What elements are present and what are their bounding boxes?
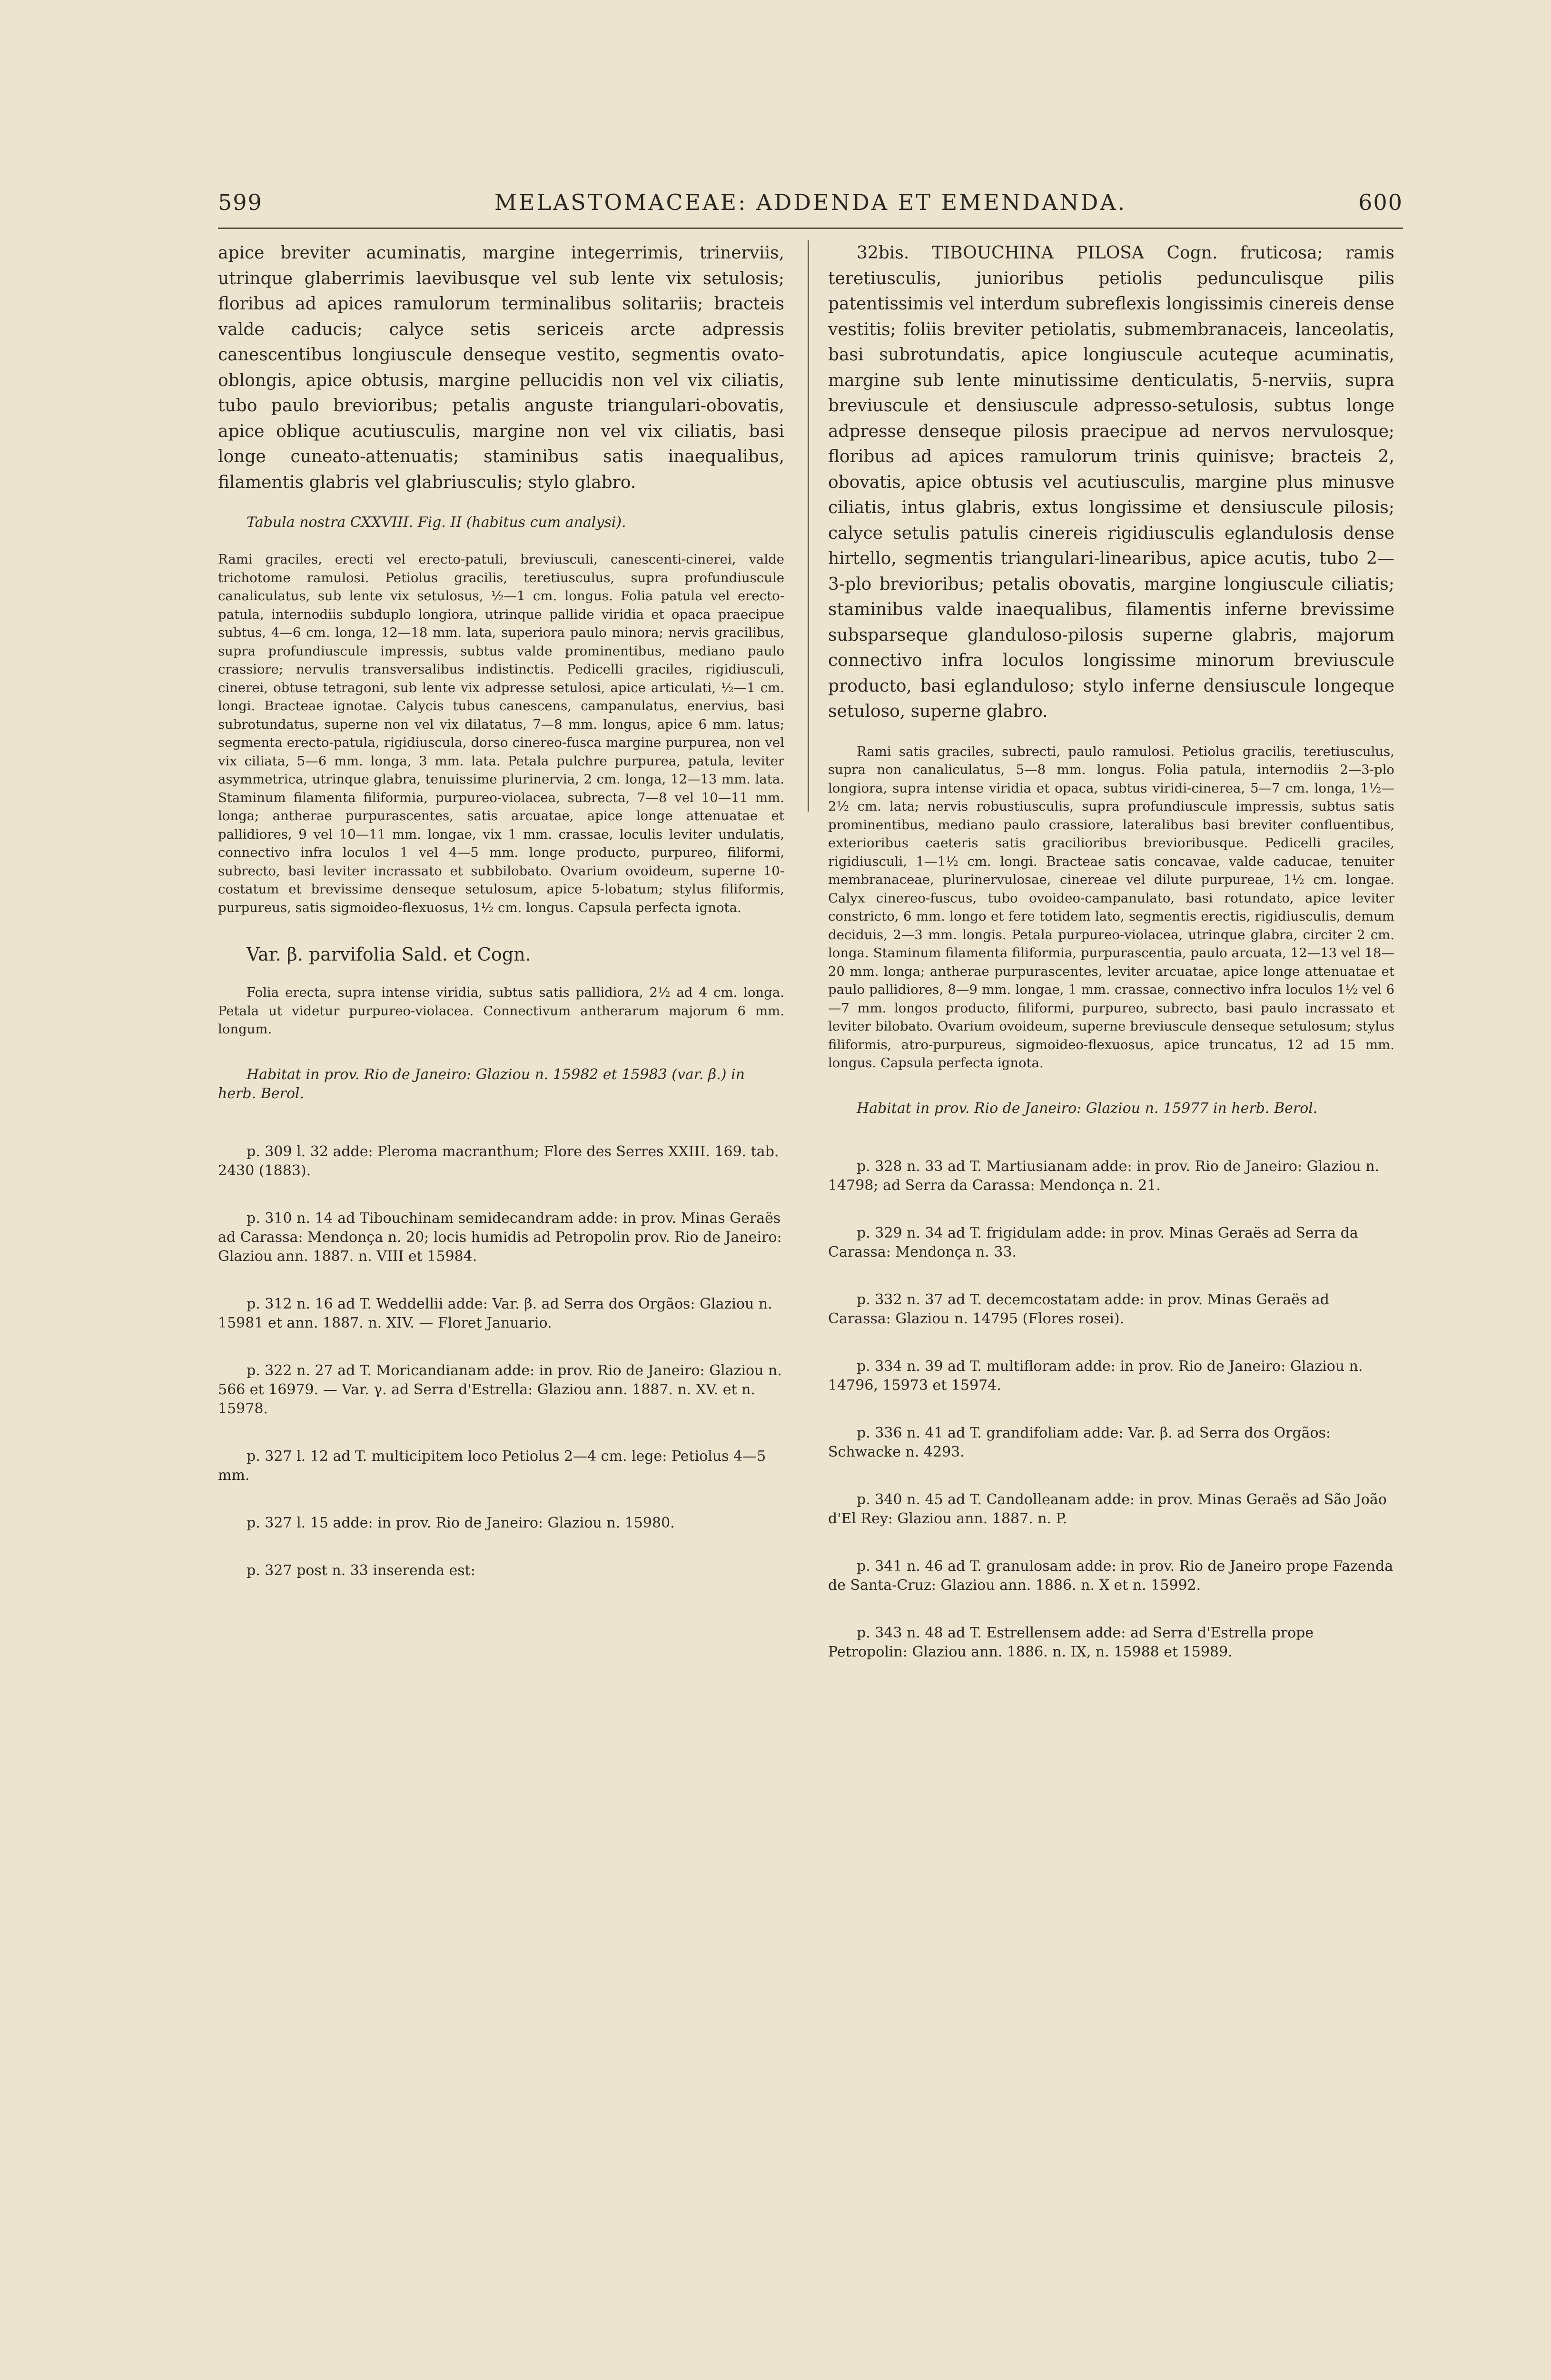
- detailed-description: Rami satis graciles, subrecti, paulo ramulosi. Petiolus gracilis, teretiusculus, supra non canaliculatus, 5—8 mm. longus. Folia patula, internodiis 2—3-plo longiora, supra intense viridia et opaca, subtus viridi-cinerea, 5—7 cm. longa, 1½—2½ cm. lata; nervis robustiusculis, supra profundiuscule impressis, subtus satis prominentibus, mediano paulo crassiore, lateralibus basi breviter confluentibus, exterioribus caeteris satis gracilioribus brevioribusque. Pedicelli graciles, rigidiusculi, 1—1½ cm. longi. Bracteae satis concavae, valde caducae, tenuiter membranaceae, plurinervulosae, cinereae vel dilute purpureae, 1½ cm. longae. Calyx cinereo-fuscus, tubo ovoideo-campanulato, basi rotundato, apice leviter constricto, 6 mm. longo et fere totidem lato, segmentis erectis, rigidiusculis, demum deciduis, 2—3 mm. longis. Petala purpureo-violacea, utrinque glabra, circiter 2 cm. longa. Staminum filamenta filiformia, purpurascentia, paulo arcuata, 12—13 vel 18—20 mm. longa; antherae purpurascentes, leviter arcuatae, apice longe attenuatae et paulo pallidiores, 8—9 mm. longae, 1 mm. crassae, connectivo infra loculos 1½ vel 6—7 mm. longos producto, filiformi, purpureo, subrecto, basi paulo incrassato et leviter bilobato. Ovarium ovoideum, superne breviuscule denseque setulosum; stylus filiformis, atro-purpureus, sigmoideo-flexuosus, apice truncatus, 12 ad 15 mm. longus. Capsula perfecta ignota.: [828, 744, 1394, 1071]
- addenda-item: p. 332 n. 37 ad T. decemcostatam adde: in prov. Minas Geraës ad Carassa: Glaziou n. 14795 (Flores rosei).: [828, 1291, 1329, 1327]
- addenda-item: p. 336 n. 41 ad T. grandifoliam adde: Var. β. ad Serra dos Orgãos: Schwacke n. 4293.: [828, 1424, 1331, 1460]
- running-title: MELASTOMACEAE: ADDENDA ET EMENDANDA.: [494, 189, 1127, 215]
- species-diagnosis-tibouchina-pilosa: 32bis. TIBOUCHINA PILOSA Cogn. fruticosa; ramis teretiusculis, junioribus petiolis pedunculisque pilis patentissimis vel interdum subreflexis longissimis cinereis dense vestitis; foliis breviter petiolatis, submembranaceis, lanceolatis, basi subrotundatis, apice longiuscule acuteque acuminatis, margine sub lente minutissime denticulatis, 5-nerviis, supra breviuscule et densiuscule adpresso-setulosis, subtus longe adpresse denseque pilosis praecipue ad nervos nervulosque; floribus ad apices ramulorum trinis quinisve; bracteis 2, obovatis, apice obtusis vel acutiusculis, margine plus minusve ciliatis, intus glabris, extus longissime et densiuscule pilosis; calyce setulis patulis cinereis rigidiusculis eglandulosis dense hirtello, segmentis triangulari-linearibus, apice acutis, tubo 2—3-plo brevioribus; petalis obovatis, margine longiuscule ciliatis; staminibus valde inaequalibus, filamentis inferne brevissime subsparseque glanduloso-pilosis superne glabris, majorum connectivo infra loculos longissime minorum breviuscule producto, basi eglanduloso; stylo inferne densiuscule longeque setuloso, superne glabro.: [828, 243, 1394, 721]
- addenda-item: p. 341 n. 46 ad T. granulosam adde: in prov. Rio de Janeiro prope Fazenda de Santa-Cruz: Glaziou ann. 1886. n. X et n. 15992.: [828, 1557, 1393, 1594]
- addenda-item: p. 310 n. 14 ad Tibouchinam semidecandram adde: in prov. Minas Geraës ad Carassa: Mendonça n. 20; locis humidis ad Petropolin prov. Rio de Janeiro: Glaziou ann. 1887. n. VIII et 15984.: [218, 1210, 782, 1265]
- variety-heading: Var. β. parvifolia Sald. et Cogn.: [247, 944, 531, 965]
- left-column: [218, 240, 784, 1580]
- habitat-note: Habitat in prov. Rio de Janeiro: Glaziou n. 15977 in herb. Berol.: [857, 1100, 1318, 1117]
- header-rule: [218, 228, 1403, 229]
- addenda-item: p. 343 n. 48 ad T. Estrellensem adde: ad Serra d'Estrella prope Petropolin: Glaziou ann. 1886. n. IX, n. 15988 et 15989.: [828, 1624, 1314, 1660]
- species-description-latin: apice breviter acuminatis, margine integerrimis, trinerviis, utrinque glaberrimis laevibusque vel sub lente vix setulosis; floribus ad apices ramulorum terminalibus solitariis; bracteis valde caducis; calyce setis sericeis arcte adpressis canescentibus longiuscule denseque vestito, segmentis ovato-oblongis, apice obtusis, margine pellucidis non vel vix ciliatis, tubo paulo brevioribus; petalis anguste triangulari-obovatis, apice oblique acutiusculis, margine non vel vix ciliatis, basi longe cuneato-attenuatis; staminibus satis inaequalibus, filamentis glabris vel glabriusculis; stylo glabro.: [218, 243, 784, 492]
- addenda-item: p. 327 post n. 33 inserenda est:: [247, 1562, 475, 1579]
- addenda-item: p. 340 n. 45 ad T. Candolleanam adde: in prov. Minas Geraës ad São João d'El Rey: Glaziou ann. 1887. n. P.: [828, 1491, 1387, 1527]
- addenda-item: p. 329 n. 34 ad T. frigidulam adde: in prov. Minas Geraës ad Serra da Carassa: Mendonça n. 33.: [828, 1224, 1358, 1260]
- addenda-item: p. 327 l. 15 adde: in prov. Rio de Janeiro: Glaziou n. 15980.: [247, 1514, 675, 1531]
- addenda-item: p. 327 l. 12 ad T. multicipitem loco Petiolus 2—4 cm. lege: Petiolus 4—5 mm.: [218, 1448, 766, 1484]
- page-header: [218, 189, 1403, 223]
- detailed-description: Rami graciles, erecti vel erecto-patuli, breviusculi, canescenti-cinerei, valde trichotome ramulosi. Petiolus gracilis, teretiusculus, supra profundiuscule canaliculatus, sub lente vix setulosus, ½—1 cm. longus. Folia patula vel erecto-patula, internodiis subduplo longiora, utrinque pallide viridia et opaca praecipue subtus, 4—6 cm. longa, 12—18 mm. lata, superiora paulo minora; nervis gracilibus, supra profundiuscule impressis, subtus valde prominentibus, mediano paulo crassiore; nervulis transversalibus indistinctis. Pedicelli graciles, rigidiusculi, cinerei, obtuse tetragoni, sub lente vix adpresse setulosi, apice articulati, ½—1 cm. longi. Bracteae ignotae. Calycis tubus canescens, campanulatus, enervius, basi subrotundatus, superne non vel vix dilatatus, 7—8 mm. longus, apice 6 mm. latus; segmenta erecto-patula, rigidiuscula, dorso cinereo-fusca margine purpurea, non vel vix ciliata, 5—6 mm. longa, 3 mm. lata. Petala pulchre purpurea, patula, leviter asymmetrica, utrinque glabra, tenuissime plurinervia, 2 cm. longa, 12—13 mm. lata. Staminum filamenta filiformia, purpureo-violacea, subrecta, 7—8 vel 10—11 mm. longa; antherae purpurascentes, satis arcuatae, apice longe attenuatae et pallidiores, 9 vel 10—11 mm. longae, vix 1 mm. crassae, loculis leviter undulatis, connectivo infra loculos 1 vel 4—5 mm. longe producto, purpureo, filiformi, subrecto, basi leviter incrassato et subbilobato. Ovarium ovoideum, superne 10-costatum et brevissime denseque setulosum, apice 5-lobatum; stylus filiformis, purpureus, satis sigmoideo-flexuosus, 1½ cm. longus. Capsula perfecta ignota.: [218, 552, 784, 915]
- addenda-item: p. 309 l. 32 adde: Pleroma macranthum; Flore des Serres XXIII. 169. tab. 2430 (1883).: [218, 1143, 779, 1179]
- right-column: [828, 240, 1394, 1662]
- addenda-item: p. 312 n. 16 ad T. Weddellii adde: Var. β. ad Serra dos Orgãos: Glaziou n. 15981 et ann. 1887. n. XIV. — Floret Januario.: [218, 1295, 772, 1331]
- addenda-item: p. 322 n. 27 ad T. Moricandianam adde: in prov. Rio de Janeiro: Glaziou n. 566 et 16979. — Var. γ. ad Serra d'Estrella: Glaziou ann. 1887. n. XV. et n. 15978.: [218, 1362, 782, 1417]
- addenda-item: p. 334 n. 39 ad T. multifloram adde: in prov. Rio de Janeiro: Glaziou n. 14796, 15973 et 15974.: [828, 1358, 1363, 1394]
- variety-description: Folia erecta, supra intense viridia, subtus satis pallidiora, 2½ ad 4 cm. longa. Petala ut videtur purpureo-violacea. Connectivum antherarum majorum 6 mm. longum.: [218, 985, 784, 1037]
- habitat-note: Habitat in prov. Rio de Janeiro: Glaziou n. 15982 et 15983 (var. β.) in herb. Berol.: [218, 1066, 745, 1102]
- plate-caption: Tabula nostra CXXVIII. Fig. II (habitus cum analysi).: [247, 514, 626, 531]
- page-number-left: 599: [218, 189, 263, 215]
- page-number-right: 600: [1358, 189, 1403, 215]
- addenda-item: p. 328 n. 33 ad T. Martiusianam adde: in prov. Rio de Janeiro: Glaziou n. 14798; ad Serra da Carassa: Mendonça n. 21.: [828, 1158, 1380, 1194]
- column-divider: [808, 240, 809, 812]
